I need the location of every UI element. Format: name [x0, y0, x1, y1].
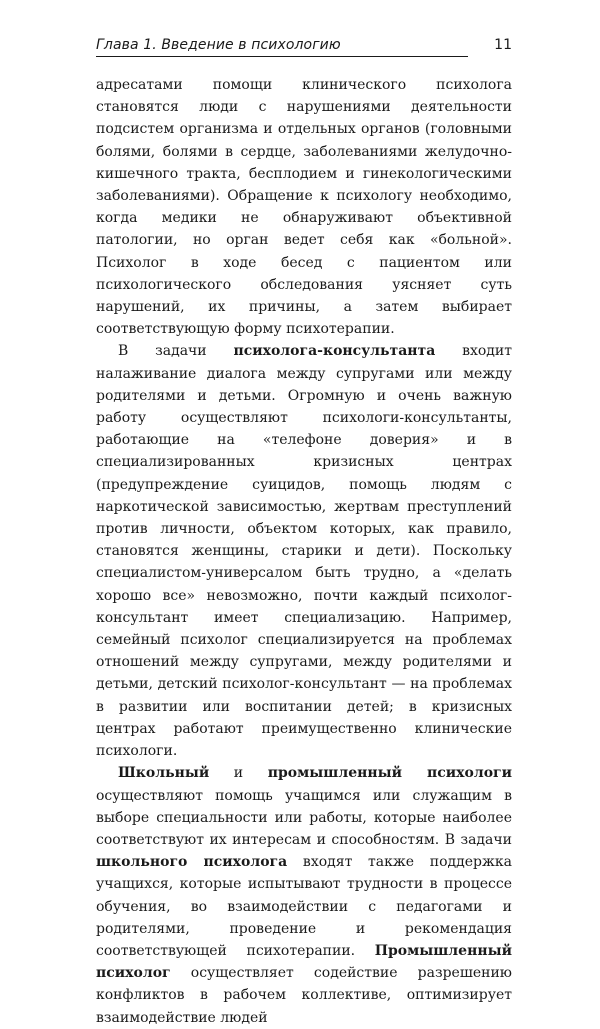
term-counseling-psychologist: психолога-консультанта: [233, 343, 436, 360]
term-school: Школьный: [118, 765, 210, 782]
paragraph-counseling-psychologist: [96, 340, 512, 762]
paragraph-text: осуществляет содействие разрешению конфликтов в рабочем коллективе, оптимизирует взаимодействие людей: [96, 965, 512, 1026]
paragraph-text: адресатами помощи клинического психолога становятся люди с нарушениями деятельности подсистем организма и отдельных органов (головными болями, болями в сердце, заболеваниями желудочно-кишечного тракта, бесплодием и гинекологическими заболеваниями). Обращение к психологу необходимо, когда медики не обнаруживают объективной патологии, но орган ведет себя как «больной». Психолог в ходе бесед с пациентом или психологического обследования уясняет суть нарушений, их причины, а затем выбирает соответствующую форму психотерапии.: [96, 77, 512, 338]
page-number: 11: [494, 37, 512, 53]
running-header: [96, 36, 512, 58]
paragraph-clinical-psychologist: [96, 74, 512, 340]
term-industrial-psychologists: промышленный психологи: [267, 765, 512, 782]
term-industrial-psychologist: Промышленный психолог: [96, 942, 512, 982]
paragraph-text: входят также поддержка учащихся, которые испытывают трудности в процессе обучения, во взаимодействии с педагогами и родителями, проведение и рекомендация соответствующей психотерапии.: [96, 854, 512, 959]
term-school-psychologist: школьного психолога: [96, 854, 288, 871]
chapter-title: Глава 1. Введение в психологию: [96, 37, 341, 53]
paragraph-text: и: [209, 765, 268, 782]
paragraph-text: В задачи: [118, 343, 234, 360]
paragraph-text: входит налаживание диалога между супругами или между родителями и детьми. Огромную и очень важную работу осуществляют психологи-консультанты, работающие на «телефоне доверия» и в специализированных кризисных центрах (предупреждение суицидов, помощь людям с наркотической зависимостью, жертвам преступлений против личности, объектом которых, как правило, становятся женщины, старики и дети). Поскольку специалистом-универсалом быть трудно, а «делать хорошо все» невозможно, почти каждый психолог-консультант имеет специализацию. Например, семейный психолог специализируется на проблемах отношений между супругами, между родителями и детьми, детский психолог-консультант — на проблемах в развитии или воспитании детей; в кризисных центрах работают преимущественно клинические психологи.: [96, 343, 512, 760]
page-body: [96, 74, 512, 1029]
paragraph-text: осуществляют помощь учащимся или служащим в выборе специальности или работы, которые наиболее соответствуют их интересам и способностям. В задачи: [96, 787, 512, 848]
paragraph-school-industrial-psychologist: [96, 762, 512, 1028]
header-rule: [96, 56, 468, 57]
